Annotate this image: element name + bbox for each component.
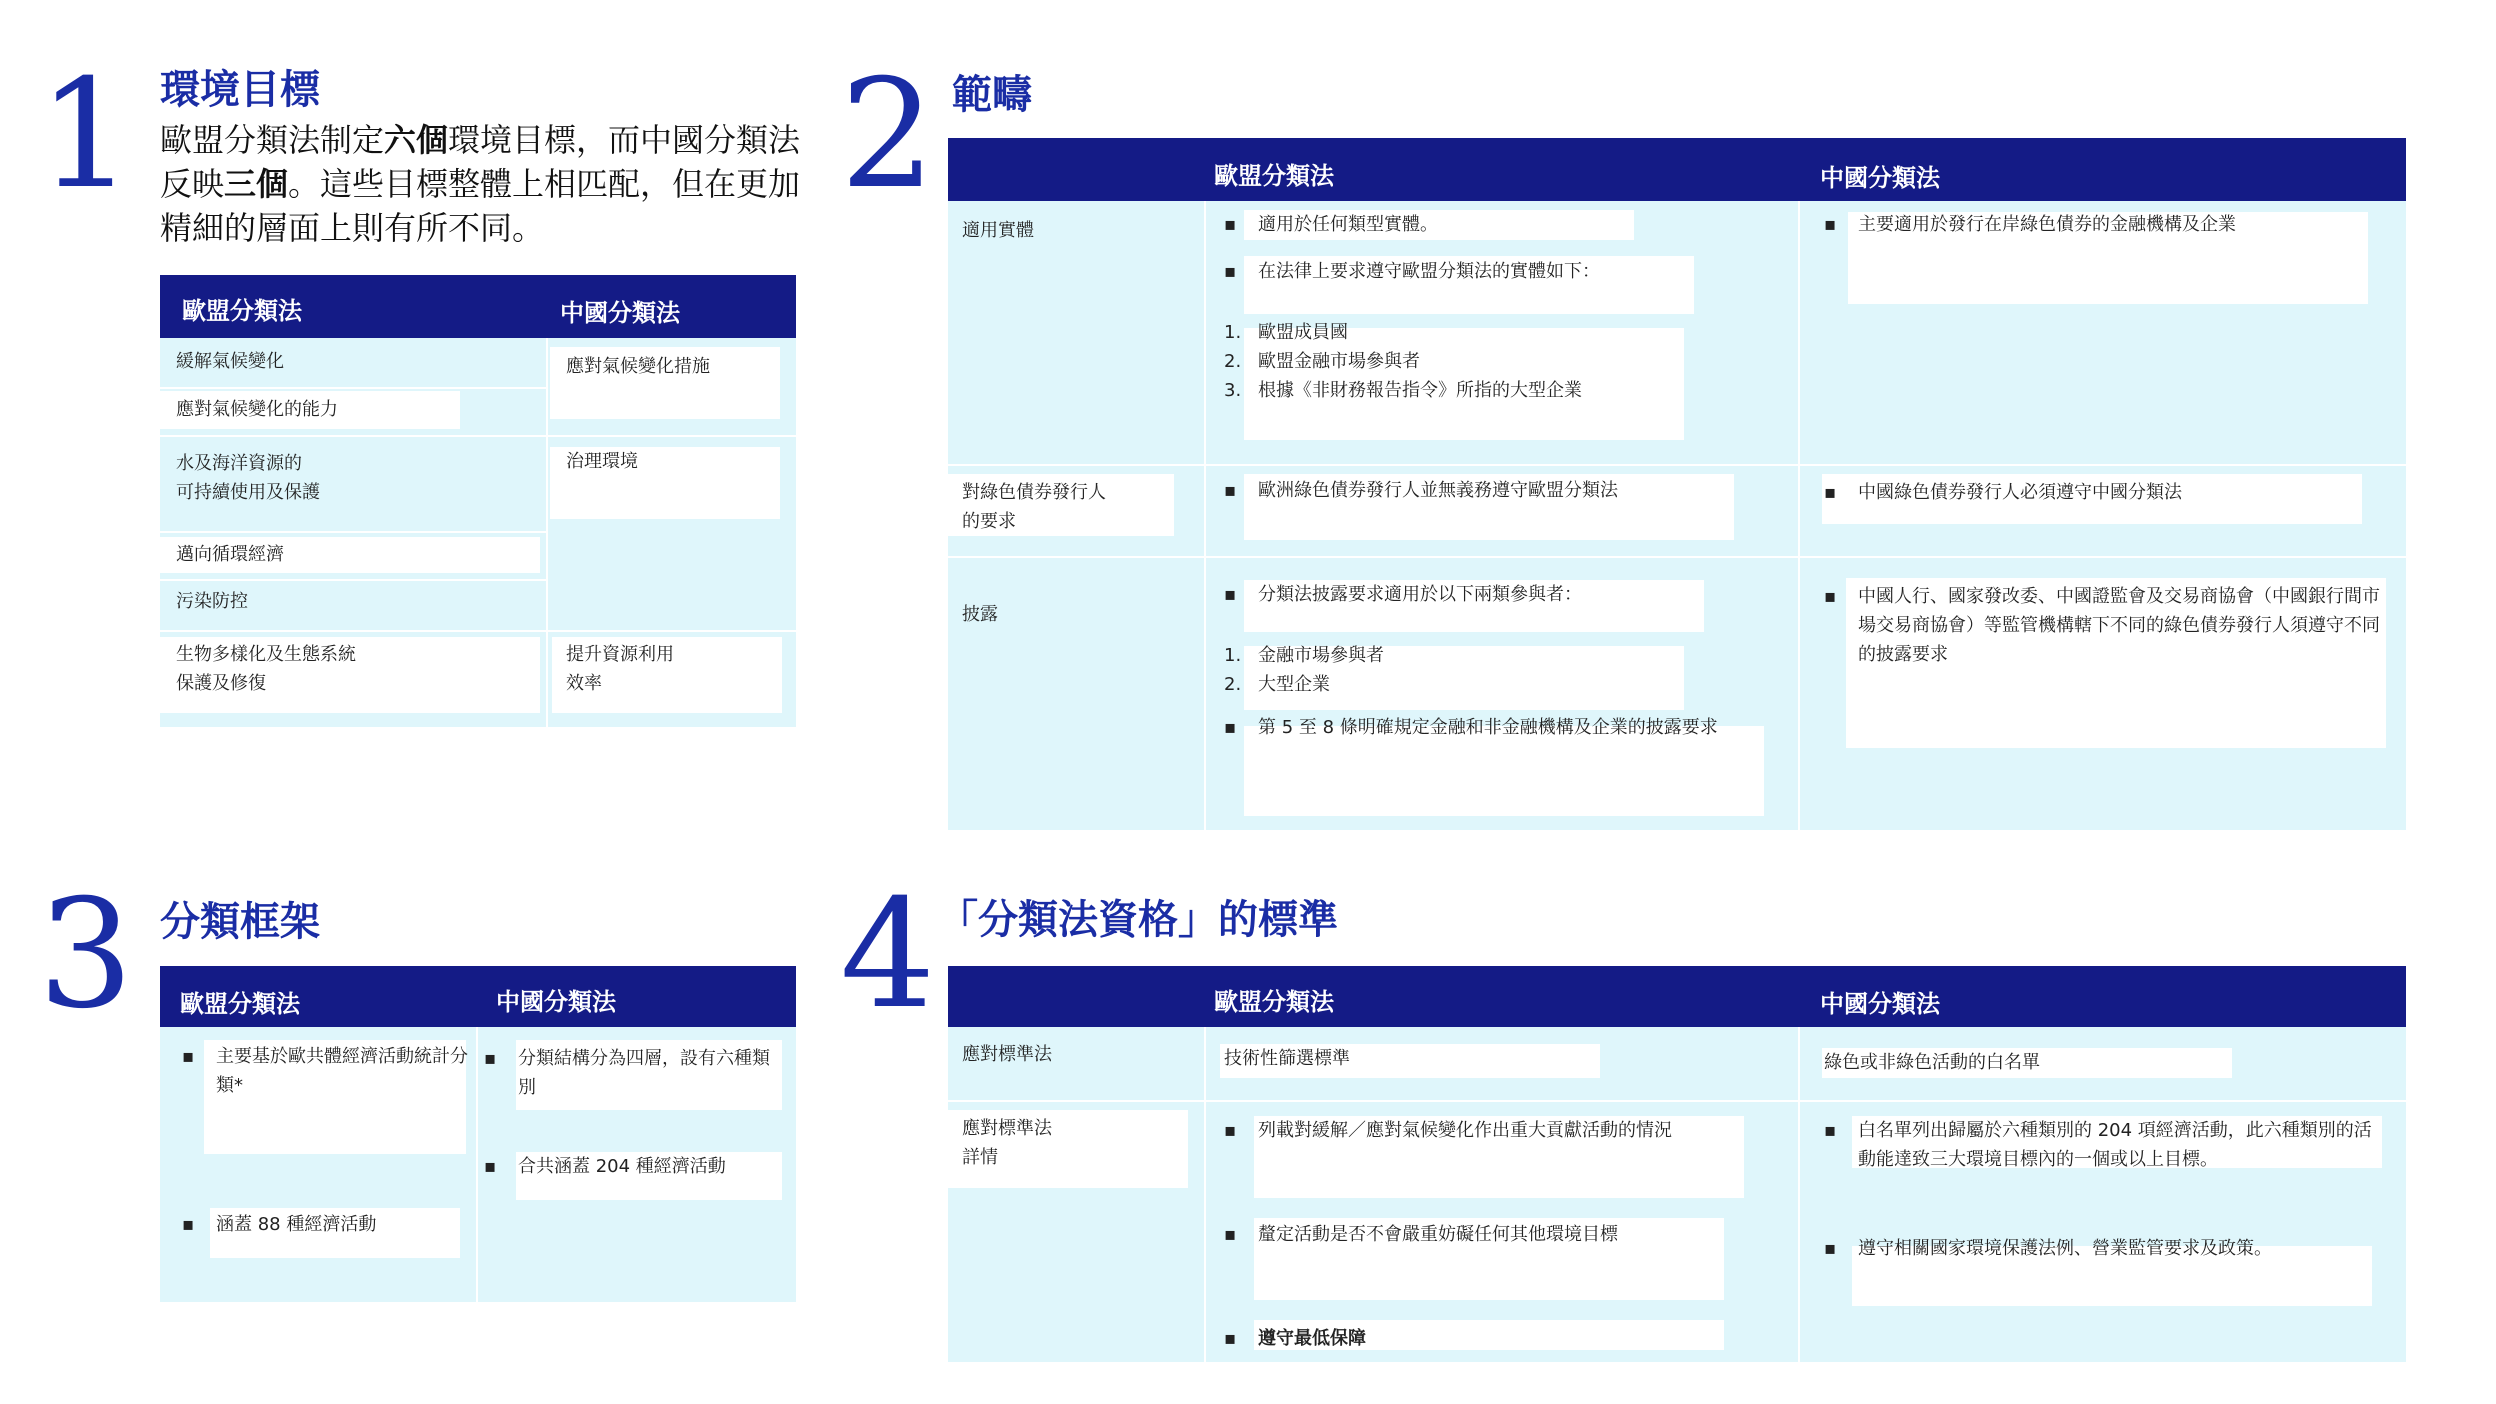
section-1-title: 環境目標 — [160, 66, 320, 113]
list-item: ▪ 主要基於歐共體經濟活動統計分類* — [182, 1046, 468, 1096]
cn-objective: 應對氣候變化措施 — [566, 356, 710, 377]
section-4-number: 4 — [840, 868, 936, 1042]
header-eu: 歐盟分類法 — [1214, 988, 1334, 1016]
column-divider — [1204, 1027, 1206, 1362]
list-item: ▪ 合共涵蓋 204 種經濟活動 — [484, 1156, 726, 1177]
column-divider — [1204, 201, 1206, 830]
header-eu: 歐盟分類法 — [180, 990, 300, 1018]
list-item: ▪ 第 5 至 8 條明確規定金融和非金融機構及企業的披露要求 — [1224, 717, 1718, 738]
section-1-intro — [160, 118, 820, 250]
eu-objective: 水及海洋資源的 可持續使用及保護 — [176, 453, 320, 503]
intro-segment: 歐盟分類法制定 — [160, 121, 385, 159]
list-item: ▪ 主要適用於發行在岸綠色債券的金融機構及企業 — [1824, 214, 2236, 235]
row-divider — [948, 1100, 2406, 1102]
section-2-number: 2 — [840, 48, 936, 222]
intro-segment: 三個 — [224, 165, 289, 203]
eu-criteria-detail — [1224, 1116, 1784, 1353]
cn-disclosure — [1824, 582, 2384, 669]
list-item: ▪ 遵守最低保障 — [1224, 1328, 1366, 1349]
row-label: 披露 — [962, 604, 998, 625]
row-divider — [948, 464, 2406, 466]
list-item: ▪ 遵守相關國家環境保護法例、營業監管要求及政策。 — [1824, 1238, 2272, 1259]
section-2-title: 範疇 — [952, 71, 1032, 118]
eu-objective: 邁向循環經濟 — [176, 544, 284, 565]
row-divider — [160, 579, 546, 581]
row-label: 對綠色債券發行人 的要求 — [962, 482, 1106, 532]
eu-objective: 生物多樣化及生態系統 保護及修復 — [176, 644, 356, 694]
section-4-table — [948, 966, 2406, 1362]
column-divider — [1798, 201, 1800, 830]
row-label: 適用實體 — [962, 220, 1034, 241]
row-label: 應對標準法 詳情 — [962, 1118, 1052, 1168]
cn-scope — [1824, 210, 2384, 239]
section-3-title: 分類框架 — [160, 898, 320, 945]
list-item: ▪ 中國人行、國家發改委、中國證監會及交易商協會（中國銀行間市場交易商協會）等監管機構轄下不同的綠色債券發行人須遵守不同的披露要求 — [1824, 586, 2380, 665]
eu-scope — [1224, 210, 1784, 405]
header-cn: 中國分類法 — [1820, 990, 1940, 1018]
list-item: ▪ 歐洲綠色債券發行人並無義務遵守歐盟分類法 — [1224, 480, 1618, 501]
list-item: 2. 大型企業 — [1224, 674, 1330, 695]
header-cn: 中國分類法 — [560, 299, 680, 327]
intro-segment: 環境目標，而中國分類法反映 — [160, 121, 801, 203]
row-divider — [160, 435, 546, 437]
header-cn: 中國分類法 — [1820, 164, 1940, 192]
table-header — [948, 966, 2406, 1027]
list-item: ▪ 適用於任何類型實體。 — [1224, 214, 1438, 235]
column-divider — [476, 1027, 478, 1302]
cn-objective: 提升資源利用 效率 — [566, 644, 674, 694]
column-divider — [546, 338, 548, 727]
cn-framework — [484, 1044, 780, 1181]
list-item: ▪ 在法律上要求遵守歐盟分類法的實體如下： — [1224, 261, 1600, 282]
cn-objective: 治理環境 — [566, 451, 638, 472]
eu-disclosure — [1224, 580, 1784, 742]
column-divider — [1798, 1027, 1800, 1362]
section-1-table — [160, 275, 796, 727]
header-cn: 中國分類法 — [496, 988, 616, 1016]
list-item: ▪ 列載對緩解／應對氣候變化作出重大貢獻活動的情況 — [1224, 1120, 1672, 1141]
header-eu: 歐盟分類法 — [182, 297, 302, 325]
row-label: 應對標準法 — [962, 1044, 1052, 1065]
eu-objective: 應對氣候變化的能力 — [176, 399, 338, 420]
row-divider — [160, 531, 546, 533]
cn-criteria-detail — [1824, 1116, 2384, 1263]
section-1-number: 1 — [38, 48, 134, 222]
list-item: ▪ 中國綠色債券發行人必須遵守中國分類法 — [1824, 482, 2182, 503]
list-item: ▪ 白名單列出歸屬於六種類別的 204 項經濟活動，此六種類別的活動能達致三大環境目標內的一個或以上目標。 — [1824, 1120, 2372, 1170]
list-item: ▪ 分類法披露要求適用於以下兩類參與者： — [1224, 584, 1582, 605]
eu-issuer-req — [1224, 476, 1784, 505]
row-divider — [160, 387, 546, 389]
row-divider — [548, 435, 796, 437]
list-item: 2. 歐盟金融市場參與者 — [1224, 351, 1420, 372]
eu-objective: 污染防控 — [176, 591, 248, 612]
section-4-title: 「分類法資格」的標準 — [938, 896, 1338, 943]
cn-issuer-req — [1824, 478, 2384, 507]
list-item: ▪ 涵蓋 88 種經濟活動 — [182, 1214, 377, 1235]
cn-criteria: 綠色或非綠色活動的白名單 — [1824, 1052, 2040, 1073]
header-eu: 歐盟分類法 — [1214, 162, 1334, 190]
list-item: 1. 歐盟成員國 — [1224, 322, 1348, 343]
list-item: 3. 根據《非財務報告指令》所指的大型企業 — [1224, 380, 1582, 401]
section-3-table — [160, 966, 796, 1302]
list-item: 1. 金融市場參與者 — [1224, 645, 1384, 666]
eu-framework — [182, 1042, 472, 1239]
intro-segment: 。這些目標整體上相匹配，但在更加精細的層面上則有所不同。 — [160, 165, 801, 247]
table-header — [948, 138, 2406, 201]
section-2-table — [948, 138, 2406, 830]
section-3-number: 3 — [38, 868, 134, 1042]
eu-objective: 緩解氣候變化 — [176, 351, 284, 372]
row-divider — [948, 556, 2406, 558]
row-divider — [160, 630, 796, 632]
list-item: ▪ 分類結構分為四層，設有六種類別 — [484, 1048, 770, 1098]
intro-segment: 六個 — [384, 121, 449, 159]
eu-criteria: 技術性篩選標準 — [1224, 1048, 1350, 1069]
list-item: ▪ 釐定活動是否不會嚴重妨礙任何其他環境目標 — [1224, 1224, 1618, 1245]
